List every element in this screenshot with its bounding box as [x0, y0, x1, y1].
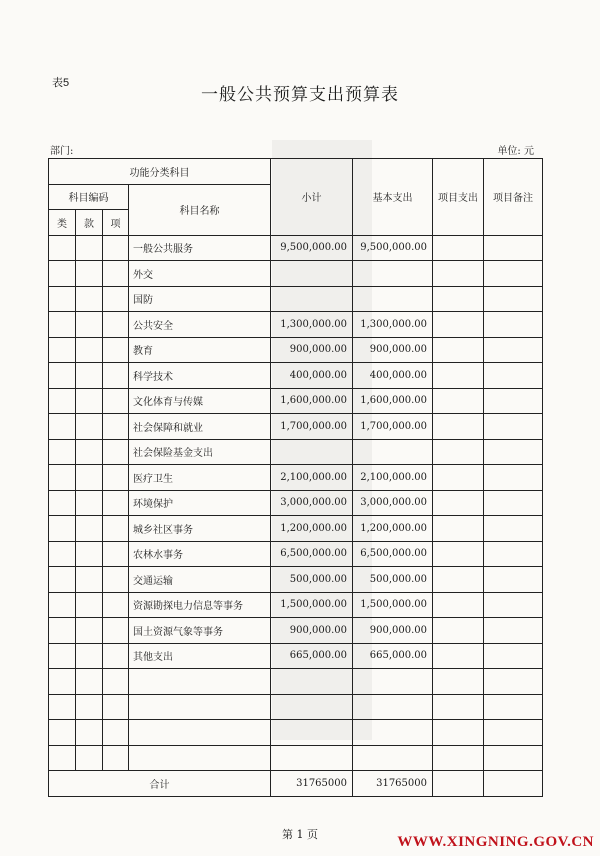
code-section-cell	[76, 337, 103, 363]
code-class-cell	[49, 439, 76, 465]
subject-name-cell: 交通运输	[129, 567, 271, 593]
basic-expense-cell: 1,500,000.00	[353, 592, 433, 618]
project-expense-header: 项目支出	[433, 159, 484, 236]
subject-name-cell: 农林水事务	[129, 541, 271, 567]
project-remark-cell	[484, 720, 543, 746]
code-class-cell	[49, 388, 76, 414]
subject-name-cell: 国土资源气象等事务	[129, 618, 271, 644]
subject-name-cell	[129, 720, 271, 746]
subtotal-cell: 900,000.00	[271, 337, 353, 363]
project-expense-cell	[433, 465, 484, 491]
project-remark-cell	[484, 490, 543, 516]
table-row	[49, 745, 543, 771]
basic-expense-cell: 1,200,000.00	[353, 516, 433, 542]
code-item-cell	[103, 516, 129, 542]
basic-expense-cell	[353, 439, 433, 465]
table-row	[49, 286, 543, 312]
subject-name-cell	[129, 669, 271, 695]
project-expense-cell	[433, 388, 484, 414]
subtotal-cell: 1,600,000.00	[271, 388, 353, 414]
code-item-cell	[103, 312, 129, 338]
basic-expense-cell	[353, 720, 433, 746]
project-expense-cell	[433, 694, 484, 720]
basic-expense-cell: 500,000.00	[353, 567, 433, 593]
table-row	[49, 312, 543, 338]
project-expense-cell	[433, 337, 484, 363]
project-expense-cell	[433, 286, 484, 312]
subtotal-cell	[271, 439, 353, 465]
project-remark-cell	[484, 541, 543, 567]
code-item-cell	[103, 235, 129, 261]
code-class-cell	[49, 261, 76, 287]
subject-name-cell: 环境保护	[129, 490, 271, 516]
project-remark-cell	[484, 567, 543, 593]
subtotal-cell: 400,000.00	[271, 363, 353, 389]
page-number: 第 1 页	[282, 828, 318, 841]
project-expense-cell	[433, 439, 484, 465]
project-expense-cell	[433, 720, 484, 746]
table-row	[49, 592, 543, 618]
code-section-cell	[76, 694, 103, 720]
code-section-cell	[76, 286, 103, 312]
total-remark-cell	[484, 771, 543, 797]
project-remark-cell	[484, 516, 543, 542]
subtotal-cell: 1,700,000.00	[271, 414, 353, 440]
basic-expense-cell: 900,000.00	[353, 337, 433, 363]
basic-expense-cell: 9,500,000.00	[353, 235, 433, 261]
project-remark-cell	[484, 669, 543, 695]
total-subtotal-cell: 31765000	[271, 771, 353, 797]
table-row	[49, 414, 543, 440]
subtotal-cell	[271, 669, 353, 695]
total-label: 合计	[49, 771, 271, 797]
project-expense-cell	[433, 567, 484, 593]
site-watermark: WWW.XINGNING.GOV.CN	[397, 834, 594, 850]
subject-name-cell: 文化体育与传媒	[129, 388, 271, 414]
project-expense-cell	[433, 490, 484, 516]
project-expense-cell	[433, 235, 484, 261]
table-row	[49, 720, 543, 746]
project-expense-cell	[433, 414, 484, 440]
code-class-cell	[49, 414, 76, 440]
subtotal-cell: 665,000.00	[271, 643, 353, 669]
basic-expense-cell: 665,000.00	[353, 643, 433, 669]
table-row	[49, 465, 543, 491]
code-item-cell	[103, 388, 129, 414]
subject-name-header: 科目名称	[129, 184, 271, 235]
code-section-cell	[76, 643, 103, 669]
subtotal-cell	[271, 720, 353, 746]
code-item-cell	[103, 567, 129, 593]
project-remark-cell	[484, 414, 543, 440]
code-item-cell	[103, 439, 129, 465]
subject-name-cell: 一般公共服务	[129, 235, 271, 261]
code-class-cell	[49, 592, 76, 618]
project-remark-cell	[484, 235, 543, 261]
code-item-cell	[103, 363, 129, 389]
basic-expense-cell	[353, 694, 433, 720]
basic-expense-cell	[353, 745, 433, 771]
table-row	[49, 643, 543, 669]
code-section-cell	[76, 388, 103, 414]
code-item-cell	[103, 669, 129, 695]
code-section-header: 款	[76, 210, 103, 236]
code-item-cell	[103, 337, 129, 363]
code-class-cell	[49, 337, 76, 363]
code-class-cell	[49, 618, 76, 644]
code-item-cell	[103, 286, 129, 312]
table-row	[49, 618, 543, 644]
project-expense-cell	[433, 516, 484, 542]
code-item-header: 项	[103, 210, 129, 236]
code-class-cell	[49, 694, 76, 720]
table-row	[49, 337, 543, 363]
project-expense-cell	[433, 363, 484, 389]
project-expense-cell	[433, 618, 484, 644]
subject-name-cell: 资源勘探电力信息等事务	[129, 592, 271, 618]
table-row	[49, 388, 543, 414]
subject-name-cell	[129, 745, 271, 771]
code-section-cell	[76, 720, 103, 746]
code-item-cell	[103, 261, 129, 287]
project-expense-cell	[433, 312, 484, 338]
basic-expense-cell	[353, 261, 433, 287]
subject-name-cell: 其他支出	[129, 643, 271, 669]
basic-expense-cell	[353, 286, 433, 312]
project-remark-cell	[484, 694, 543, 720]
code-section-cell	[76, 541, 103, 567]
project-remark-cell	[484, 337, 543, 363]
code-class-cell	[49, 643, 76, 669]
subject-name-cell	[129, 694, 271, 720]
subtotal-cell: 500,000.00	[271, 567, 353, 593]
basic-expense-header: 基本支出	[353, 159, 433, 236]
subtotal-cell: 1,200,000.00	[271, 516, 353, 542]
code-section-cell	[76, 261, 103, 287]
basic-expense-cell	[353, 669, 433, 695]
code-class-header: 类	[49, 210, 76, 236]
project-remark-cell	[484, 261, 543, 287]
project-expense-cell	[433, 592, 484, 618]
table-row	[49, 694, 543, 720]
table-row	[49, 235, 543, 261]
code-class-cell	[49, 669, 76, 695]
code-section-cell	[76, 745, 103, 771]
code-class-cell	[49, 286, 76, 312]
code-item-cell	[103, 643, 129, 669]
subtotal-cell: 2,100,000.00	[271, 465, 353, 491]
project-remark-cell	[484, 388, 543, 414]
project-expense-cell	[433, 261, 484, 287]
basic-expense-cell: 900,000.00	[353, 618, 433, 644]
subtotal-cell	[271, 694, 353, 720]
table-row	[49, 541, 543, 567]
project-remark-cell	[484, 592, 543, 618]
table-row	[49, 439, 543, 465]
basic-expense-cell: 1,600,000.00	[353, 388, 433, 414]
code-section-cell	[76, 490, 103, 516]
code-class-cell	[49, 235, 76, 261]
code-item-cell	[103, 694, 129, 720]
code-section-cell	[76, 414, 103, 440]
code-section-cell	[76, 618, 103, 644]
department-label: 部门:	[50, 146, 74, 157]
code-item-cell	[103, 720, 129, 746]
total-row	[49, 771, 543, 797]
code-class-cell	[49, 363, 76, 389]
budget-table	[48, 158, 543, 797]
subject-code-header: 科目编码	[49, 184, 129, 210]
subtotal-cell	[271, 286, 353, 312]
code-item-cell	[103, 592, 129, 618]
project-remark-cell	[484, 286, 543, 312]
code-section-cell	[76, 516, 103, 542]
project-remark-cell	[484, 312, 543, 338]
subject-name-cell: 国防	[129, 286, 271, 312]
project-remark-cell	[484, 439, 543, 465]
subtotal-header: 小计	[271, 159, 353, 236]
project-expense-cell	[433, 745, 484, 771]
code-section-cell	[76, 669, 103, 695]
total-project-cell	[433, 771, 484, 797]
form-number: 表5	[52, 77, 70, 89]
project-remark-cell	[484, 465, 543, 491]
project-expense-cell	[433, 669, 484, 695]
code-class-cell	[49, 490, 76, 516]
project-remark-cell	[484, 618, 543, 644]
subtotal-cell: 1,500,000.00	[271, 592, 353, 618]
code-item-cell	[103, 541, 129, 567]
subject-name-cell: 城乡社区事务	[129, 516, 271, 542]
subject-name-cell: 教育	[129, 337, 271, 363]
subject-name-cell: 外交	[129, 261, 271, 287]
total-basic-cell: 31765000	[353, 771, 433, 797]
code-class-cell	[49, 465, 76, 491]
project-remark-cell	[484, 363, 543, 389]
code-item-cell	[103, 414, 129, 440]
project-remark-cell	[484, 745, 543, 771]
project-expense-cell	[433, 541, 484, 567]
code-class-cell	[49, 312, 76, 338]
code-item-cell	[103, 745, 129, 771]
project-remark-header: 项目备注	[484, 159, 543, 236]
subtotal-cell: 6,500,000.00	[271, 541, 353, 567]
basic-expense-cell: 3,000,000.00	[353, 490, 433, 516]
unit-label: 单位: 元	[497, 146, 534, 157]
basic-expense-cell: 400,000.00	[353, 363, 433, 389]
table-row	[49, 363, 543, 389]
code-section-cell	[76, 312, 103, 338]
code-item-cell	[103, 618, 129, 644]
code-class-cell	[49, 720, 76, 746]
subtotal-cell	[271, 745, 353, 771]
project-expense-cell	[433, 643, 484, 669]
subtotal-cell: 900,000.00	[271, 618, 353, 644]
table-row	[49, 261, 543, 287]
subtotal-cell: 9,500,000.00	[271, 235, 353, 261]
code-section-cell	[76, 567, 103, 593]
code-class-cell	[49, 745, 76, 771]
basic-expense-cell: 1,300,000.00	[353, 312, 433, 338]
basic-expense-cell: 1,700,000.00	[353, 414, 433, 440]
subject-name-cell: 科学技术	[129, 363, 271, 389]
code-item-cell	[103, 490, 129, 516]
subtotal-cell	[271, 261, 353, 287]
subject-name-cell: 社会保障和就业	[129, 414, 271, 440]
basic-expense-cell: 2,100,000.00	[353, 465, 433, 491]
code-section-cell	[76, 235, 103, 261]
basic-expense-cell: 6,500,000.00	[353, 541, 433, 567]
code-section-cell	[76, 363, 103, 389]
code-class-cell	[49, 567, 76, 593]
project-remark-cell	[484, 643, 543, 669]
function-category-header: 功能分类科目	[49, 159, 271, 185]
code-item-cell	[103, 465, 129, 491]
table-row	[49, 669, 543, 695]
table-row	[49, 567, 543, 593]
subtotal-cell: 1,300,000.00	[271, 312, 353, 338]
page-title: 一般公共预算支出预算表	[201, 85, 399, 105]
subject-name-cell: 公共安全	[129, 312, 271, 338]
code-class-cell	[49, 541, 76, 567]
subject-name-cell: 社会保险基金支出	[129, 439, 271, 465]
table-row	[49, 490, 543, 516]
table-row	[49, 516, 543, 542]
code-section-cell	[76, 439, 103, 465]
code-section-cell	[76, 592, 103, 618]
subtotal-cell: 3,000,000.00	[271, 490, 353, 516]
code-section-cell	[76, 465, 103, 491]
subject-name-cell: 医疗卫生	[129, 465, 271, 491]
code-class-cell	[49, 516, 76, 542]
